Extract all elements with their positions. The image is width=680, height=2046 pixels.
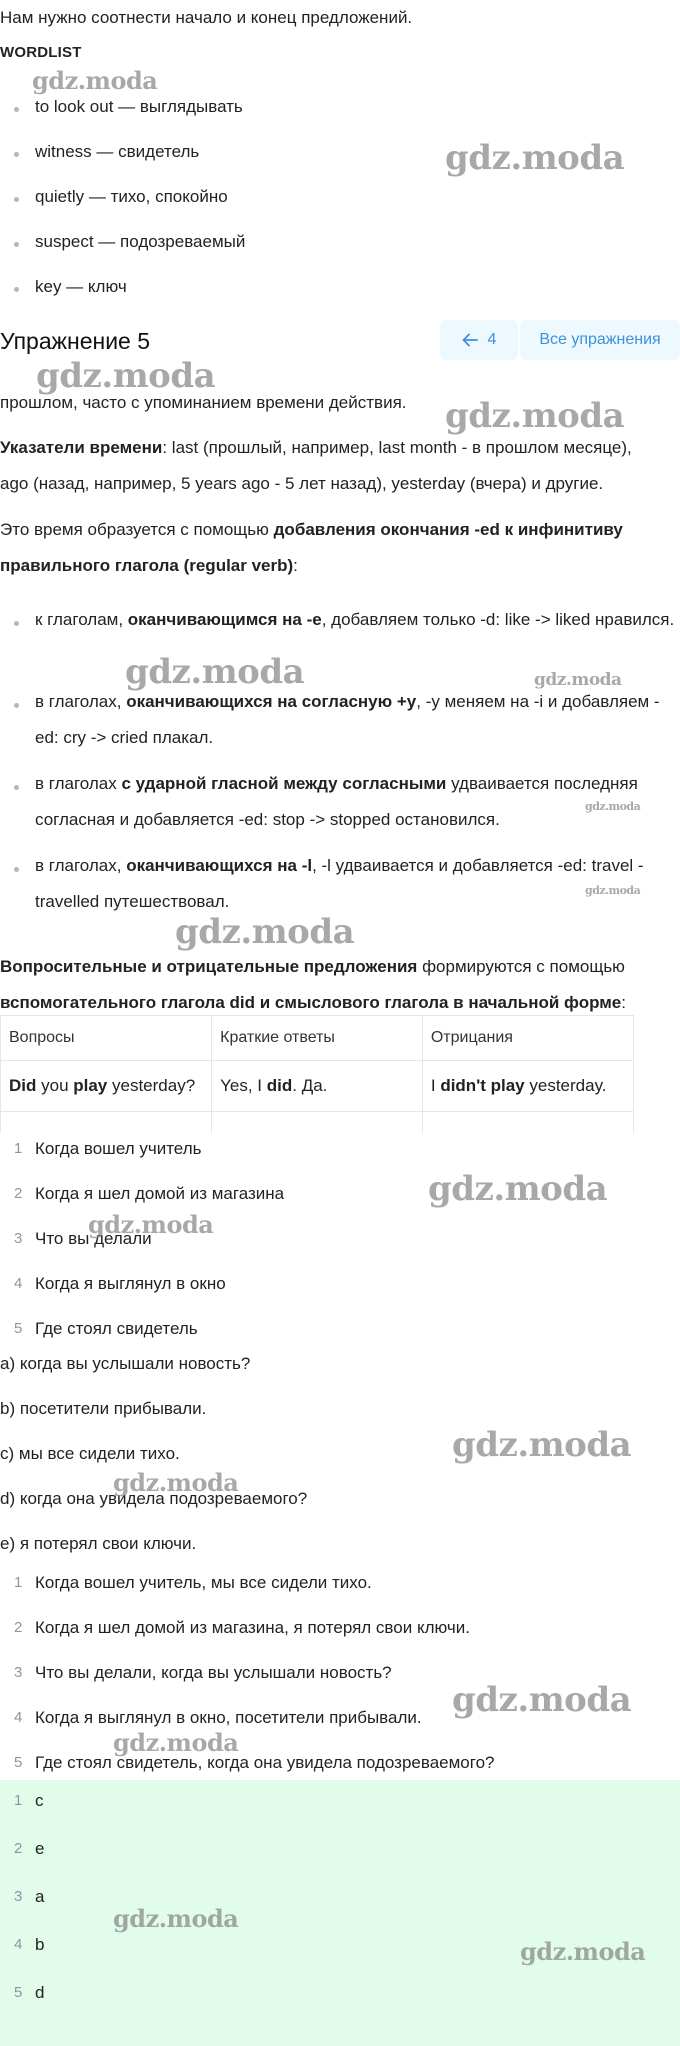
rule-text: , -l удваивается и добавляется -ed: travel - travelled путешествовал. — [35, 856, 644, 911]
grammar-table — [0, 1015, 634, 1133]
table-cell: I didn't play yesterday. — [422, 1061, 633, 1112]
list-item: Где стоял свидетель, когда она увидела подозреваемого? — [35, 1753, 495, 1772]
watermark: gdz.moda — [32, 66, 158, 95]
questions-text: : — [621, 993, 626, 1012]
theory-line: прошлом, часто с упоминанием времени действия. — [0, 393, 407, 412]
watermark: gdz.moda — [534, 670, 622, 690]
watermark: gdz.moda — [445, 396, 625, 436]
list-number: 3 — [14, 1230, 23, 1247]
answer-number: 4 — [14, 1936, 23, 1953]
time-markers-label: Указатели времени — [0, 438, 163, 457]
watermark: gdz.moda — [125, 652, 305, 692]
rule-item — [35, 602, 675, 638]
answers-block — [0, 1780, 680, 2046]
time-markers — [0, 438, 680, 458]
table-row — [1, 1112, 634, 1134]
rule-bold: оканчивающихся на -l — [126, 856, 313, 875]
watermark: gdz.moda — [452, 1680, 632, 1720]
list-number: 5 — [14, 1754, 23, 1771]
bullet-icon — [14, 621, 19, 626]
time-markers-text: : last (прошлый, например, last month - в прошлом месяце), — [162, 438, 632, 457]
questions-line-1 — [0, 957, 680, 977]
watermark: gdz.moda — [445, 138, 625, 178]
rule-text: , -y меняем на -i и добавляем -ed: cry -> cried плакал. — [35, 692, 660, 747]
grammar-table-container — [0, 1015, 640, 1133]
answer-letter: a — [35, 1887, 45, 1906]
questions-text: формируются с помощью — [417, 957, 625, 976]
watermark: gdz.moda — [113, 1468, 239, 1497]
table-header: Вопросы — [1, 1016, 212, 1061]
list-item: Когда я шел домой из магазина, я потерял свои ключи. — [35, 1618, 470, 1637]
answer-letter: e — [35, 1839, 45, 1858]
rule-text: , добавляем только -d: like -> liked нравился. — [321, 610, 675, 629]
wordlist-item: to look out — выглядывать — [35, 97, 243, 116]
list-item: Что вы делали — [35, 1229, 152, 1248]
watermark: gdz.moda — [36, 356, 216, 396]
table-header-row — [1, 1016, 634, 1061]
rule-text: удваивается последняя согласная и добавляется -ed: stop -> stopped остановился. — [35, 774, 638, 829]
list-number: 1 — [14, 1140, 23, 1157]
watermark: gdz.moda — [88, 1210, 214, 1239]
table-cell: Yes, I did. Да. — [212, 1061, 423, 1112]
table-header: Отрицания — [422, 1016, 633, 1061]
rule-text: в глаголах — [35, 774, 122, 793]
prev-exercise-label: 4 — [487, 331, 497, 348]
table-cell — [422, 1112, 633, 1134]
formation-line-1 — [0, 520, 680, 540]
ending-item: d) когда она увидела подозреваемого? — [0, 1489, 308, 1508]
rule-bold: оканчивающихся на согласную +y — [126, 692, 417, 711]
formation-text: : — [293, 556, 298, 575]
list-item: Что вы делали, когда вы услышали новость? — [35, 1663, 392, 1682]
rule-text: в глаголах, — [35, 692, 127, 711]
list-item: Когда я выглянул в окно — [35, 1274, 226, 1293]
bullet-icon — [14, 703, 19, 708]
intro-text: Нам нужно соотнести начало и конец предложений. — [0, 8, 413, 27]
rule-bold: с ударной гласной между согласными — [121, 774, 447, 793]
prev-exercise-button[interactable] — [440, 320, 518, 360]
answer-number: 5 — [14, 1984, 23, 2001]
bullet-icon — [14, 242, 19, 247]
questions-bold: вспомогательного глагола did и смыслового глагола в начальной форме — [0, 993, 622, 1012]
list-number: 2 — [14, 1619, 23, 1636]
watermark: gdz.moda — [585, 884, 641, 897]
ending-item: c) мы все сидели тихо. — [0, 1444, 180, 1463]
table-cell — [212, 1112, 423, 1134]
watermark: gdz.moda — [428, 1169, 608, 1209]
arrow-left-icon — [462, 333, 478, 347]
answer-letter: d — [35, 1983, 45, 2002]
all-exercises-label: Все упражнения — [539, 331, 661, 348]
answer-letter: c — [35, 1791, 44, 1810]
list-item: Когда вошел учитель — [35, 1139, 202, 1158]
watermark: gdz.moda — [113, 1904, 239, 1933]
wordlist-title: WORDLIST — [0, 44, 82, 61]
formation-line-2 — [0, 556, 680, 576]
wordlist-item: witness — свидетель — [35, 142, 200, 161]
ending-item: b) посетители прибывали. — [0, 1399, 207, 1418]
exercise-title: Упражнение 5 — [0, 328, 151, 354]
table-cell — [1, 1112, 212, 1134]
answer-letter: b — [35, 1935, 45, 1954]
table-cell: Did you play yesterday? — [1, 1061, 212, 1112]
watermark: gdz.moda — [452, 1425, 632, 1465]
list-item: Когда я шел домой из магазина — [35, 1184, 285, 1203]
all-exercises-button[interactable] — [520, 320, 680, 360]
watermark: gdz.moda — [175, 912, 355, 952]
list-number: 1 — [14, 1574, 23, 1591]
formation-bold: правильного глагола (regular verb) — [0, 556, 294, 575]
ending-item: a) когда вы услышали новость? — [0, 1354, 251, 1373]
rule-bold: оканчивающимся на -e — [127, 610, 322, 629]
rule-item — [35, 766, 675, 838]
table-row — [1, 1061, 634, 1112]
table-header: Краткие ответы — [212, 1016, 423, 1061]
watermark: gdz.moda — [585, 800, 641, 813]
list-number: 5 — [14, 1320, 23, 1337]
rule-text: в глаголах, — [35, 856, 127, 875]
list-item: Где стоял свидетель — [35, 1319, 198, 1338]
wordlist-item: suspect — подозреваемый — [35, 232, 246, 251]
list-item: Когда вошел учитель, мы все сидели тихо. — [35, 1573, 372, 1592]
answer-number: 1 — [14, 1792, 23, 1809]
list-number: 4 — [14, 1709, 23, 1726]
watermark: gdz.moda — [520, 1937, 646, 1966]
list-item: Когда я выглянул в окно, посетители прибывали. — [35, 1708, 422, 1727]
rule-text: к глаголам, — [35, 610, 128, 629]
formation-text: Это время образуется с помощью — [0, 520, 274, 539]
answer-number: 3 — [14, 1888, 23, 1905]
answer-number: 2 — [14, 1840, 23, 1857]
bullet-icon — [14, 785, 19, 790]
list-number: 3 — [14, 1664, 23, 1681]
formation-bold: добавления окончания -ed к инфинитиву — [273, 520, 623, 539]
bullet-icon — [14, 287, 19, 292]
bullet-icon — [14, 867, 19, 872]
rule-item — [35, 848, 675, 920]
wordlist-item: quietly — тихо, спокойно — [35, 187, 228, 206]
bullet-icon — [14, 107, 19, 112]
bullet-icon — [14, 197, 19, 202]
bullet-icon — [14, 152, 19, 157]
wordlist-item: key — ключ — [35, 277, 127, 296]
questions-bold: Вопросительные и отрицательные предложения — [0, 957, 418, 976]
questions-line-2 — [0, 993, 680, 1013]
time-markers-line-2: ago (назад, например, 5 years ago - 5 лет назад), yesterday (вчера) и другие. — [0, 474, 604, 493]
watermark: gdz.moda — [113, 1728, 239, 1757]
ending-item: e) я потерял свои ключи. — [0, 1534, 197, 1553]
list-number: 4 — [14, 1275, 23, 1292]
rule-item — [35, 684, 675, 756]
list-number: 2 — [14, 1185, 23, 1202]
